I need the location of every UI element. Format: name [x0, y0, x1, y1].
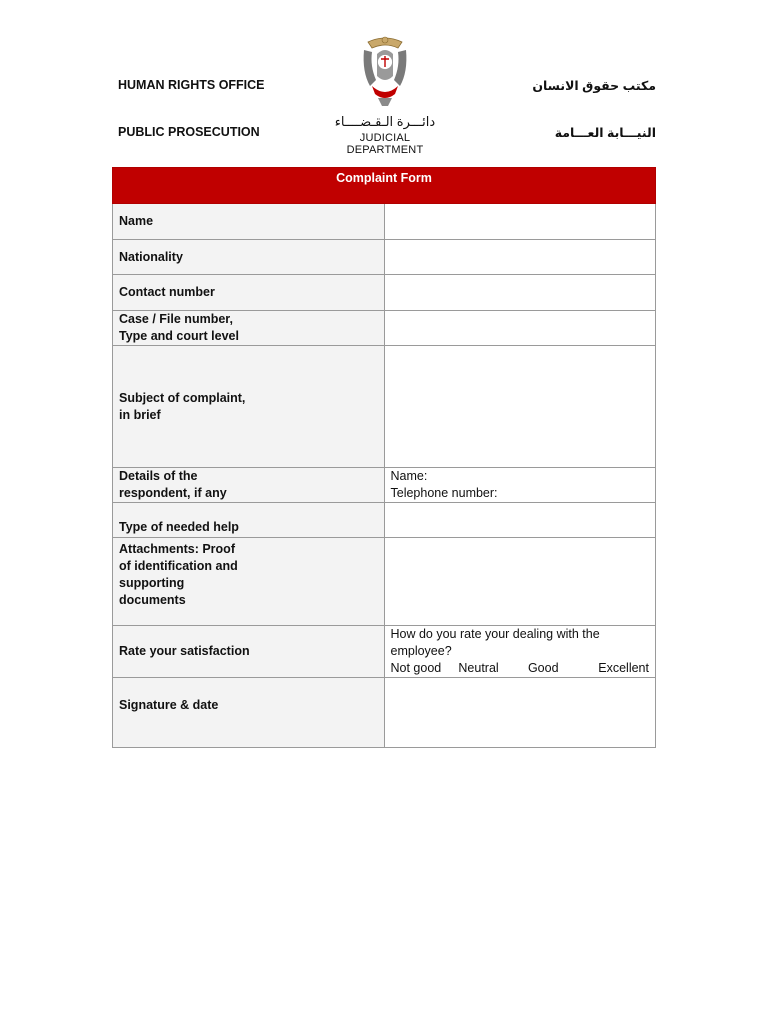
header-human-rights-office-ar: مكتب حقوق الانسان	[532, 79, 656, 93]
satisfaction-question: How do you rate your dealing with the employee?	[390, 627, 600, 658]
signature-field[interactable]	[384, 678, 656, 748]
attachments-label	[113, 538, 385, 626]
satisfaction-label: Rate your satisfaction	[113, 626, 385, 678]
help-type-label: Type of needed help	[113, 503, 385, 538]
subject-label	[113, 346, 385, 468]
table-row	[113, 346, 656, 468]
nationality-field[interactable]	[384, 240, 656, 275]
logo-arabic-text: دائـــرة الـقـضــــاء	[334, 114, 436, 129]
rate-option-neutral[interactable]: Neutral	[458, 661, 499, 675]
case-label-line2: Type and court level	[119, 329, 239, 343]
table-row	[113, 240, 656, 275]
rate-option-not-good[interactable]: Not good	[390, 661, 442, 675]
table-row	[113, 626, 656, 678]
contact-number-field[interactable]	[384, 275, 656, 311]
attachments-label-line3: supporting	[119, 576, 185, 590]
table-row	[113, 538, 656, 626]
case-number-field[interactable]	[384, 311, 656, 346]
nationality-label: Nationality	[113, 240, 385, 275]
falcon-emblem-icon	[358, 32, 412, 112]
header-public-prosecution: PUBLIC PROSECUTION	[118, 125, 260, 139]
respondent-phone-prompt: Telephone number:	[390, 486, 498, 500]
judicial-department-logo	[326, 32, 444, 156]
respondent-field[interactable]	[384, 468, 656, 503]
attachments-label-line2: of identification and	[119, 559, 238, 573]
table-row	[113, 678, 656, 748]
attachments-label-line4: documents	[119, 593, 186, 607]
satisfaction-options	[391, 660, 650, 677]
name-field[interactable]	[384, 204, 656, 240]
subject-field[interactable]	[384, 346, 656, 468]
attachments-label-line1: Attachments: Proof	[119, 542, 235, 556]
signature-label: Signature & date	[113, 678, 385, 748]
case-number-label	[113, 311, 385, 346]
respondent-name-prompt: Name:	[390, 469, 428, 483]
respondent-label-line2: respondent, if any	[119, 486, 227, 500]
attachments-field[interactable]	[384, 538, 656, 626]
rate-option-excellent[interactable]: Excellent	[598, 661, 649, 675]
complaint-form-table	[112, 167, 656, 748]
respondent-label-line1: Details of the	[119, 469, 198, 483]
satisfaction-field	[384, 626, 656, 678]
logo-english-text: JUDICIAL DEPARTMENT	[346, 132, 424, 156]
help-type-field[interactable]	[384, 503, 656, 538]
respondent-label	[113, 468, 385, 503]
table-row	[113, 275, 656, 311]
header-human-rights-office: HUMAN RIGHTS OFFICE	[118, 78, 265, 92]
table-row	[113, 503, 656, 538]
contact-number-label: Contact number	[113, 275, 385, 311]
case-label-line1: Case / File number,	[119, 312, 233, 326]
table-row	[113, 311, 656, 346]
rate-option-good[interactable]: Good	[527, 661, 559, 675]
form-title-row	[113, 168, 656, 204]
form-title: Complaint Form	[113, 168, 656, 204]
subject-label-line1: Subject of complaint,	[119, 390, 246, 405]
header-public-prosecution-ar: النيـــابة العـــامة	[554, 126, 656, 140]
subject-label-line2: in brief	[119, 407, 161, 422]
table-row	[113, 468, 656, 503]
table-row	[113, 204, 656, 240]
name-label: Name	[113, 204, 385, 240]
